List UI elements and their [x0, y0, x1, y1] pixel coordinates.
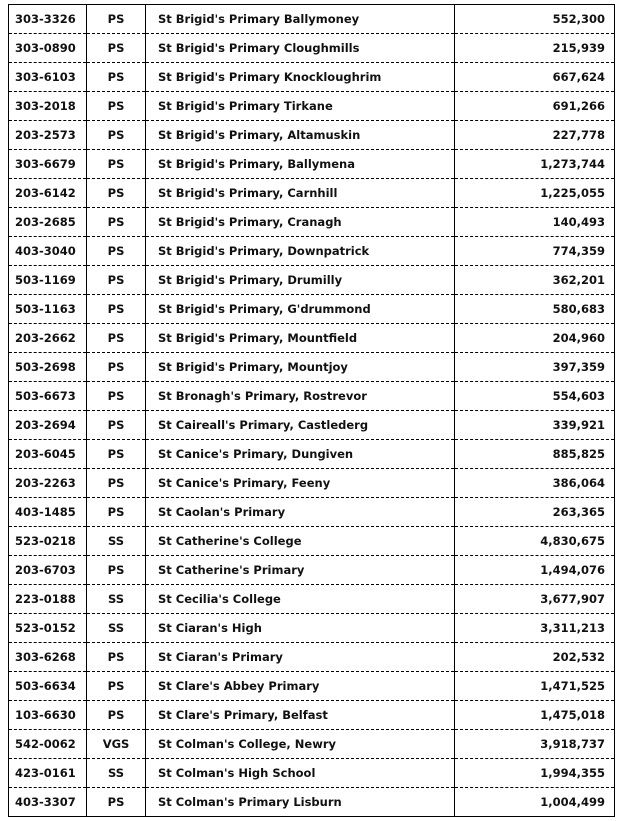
- school-name-cell: St Brigid's Primary, Cranagh: [146, 208, 455, 237]
- school-id-cell: 203-2263: [9, 469, 87, 498]
- amount-cell: 1,494,076: [455, 556, 615, 585]
- school-id-cell: 103-6630: [9, 701, 87, 730]
- table-row: [9, 353, 615, 382]
- school-type-cell: PS: [87, 672, 146, 701]
- school-id-cell: 203-6703: [9, 556, 87, 585]
- school-name-cell: St Ciaran's Primary: [146, 643, 455, 672]
- school-id-cell: 503-1163: [9, 295, 87, 324]
- school-id-cell: 403-3040: [9, 237, 87, 266]
- school-type-cell: PS: [87, 5, 146, 34]
- school-id-cell: 523-0218: [9, 527, 87, 556]
- amount-cell: 554,603: [455, 382, 615, 411]
- school-name-cell: St Clare's Abbey Primary: [146, 672, 455, 701]
- school-id-cell: 203-6045: [9, 440, 87, 469]
- school-type-cell: PS: [87, 353, 146, 382]
- school-type-cell: PS: [87, 382, 146, 411]
- school-name-cell: St Colman's High School: [146, 759, 455, 788]
- school-name-cell: St Ciaran's High: [146, 614, 455, 643]
- amount-cell: 1,225,055: [455, 179, 615, 208]
- table-row: [9, 121, 615, 150]
- school-name-cell: St Brigid's Primary Knockloughrim: [146, 63, 455, 92]
- table-body: [9, 5, 615, 817]
- school-id-cell: 423-0161: [9, 759, 87, 788]
- table-row: [9, 672, 615, 701]
- school-name-cell: St Cecilia's College: [146, 585, 455, 614]
- school-type-cell: SS: [87, 585, 146, 614]
- table-row: [9, 614, 615, 643]
- school-id-cell: 503-6634: [9, 672, 87, 701]
- table-row: [9, 92, 615, 121]
- school-funding-table-page: [8, 4, 614, 817]
- table-row: [9, 585, 615, 614]
- school-type-cell: PS: [87, 411, 146, 440]
- amount-cell: 227,778: [455, 121, 615, 150]
- table-row: [9, 237, 615, 266]
- school-id-cell: 303-6268: [9, 643, 87, 672]
- table-row: [9, 701, 615, 730]
- school-type-cell: SS: [87, 527, 146, 556]
- school-id-cell: 303-6103: [9, 63, 87, 92]
- school-funding-table: [8, 4, 615, 817]
- table-row: [9, 295, 615, 324]
- school-type-cell: PS: [87, 92, 146, 121]
- amount-cell: 3,311,213: [455, 614, 615, 643]
- amount-cell: 362,201: [455, 266, 615, 295]
- school-id-cell: 203-2694: [9, 411, 87, 440]
- amount-cell: 1,994,355: [455, 759, 615, 788]
- amount-cell: 204,960: [455, 324, 615, 353]
- amount-cell: 215,939: [455, 34, 615, 63]
- table-row: [9, 730, 615, 759]
- table-row: [9, 643, 615, 672]
- school-name-cell: St Clare's Primary, Belfast: [146, 701, 455, 730]
- amount-cell: 140,493: [455, 208, 615, 237]
- school-type-cell: PS: [87, 237, 146, 266]
- school-id-cell: 303-0890: [9, 34, 87, 63]
- table-row: [9, 788, 615, 817]
- school-name-cell: St Colman's College, Newry: [146, 730, 455, 759]
- table-row: [9, 759, 615, 788]
- school-id-cell: 503-2698: [9, 353, 87, 382]
- school-type-cell: SS: [87, 759, 146, 788]
- amount-cell: 397,359: [455, 353, 615, 382]
- school-type-cell: SS: [87, 614, 146, 643]
- school-name-cell: St Caireall's Primary, Castlederg: [146, 411, 455, 440]
- school-name-cell: St Brigid's Primary, Ballymena: [146, 150, 455, 179]
- school-id-cell: 203-6142: [9, 179, 87, 208]
- school-name-cell: St Brigid's Primary Tirkane: [146, 92, 455, 121]
- table-row: [9, 440, 615, 469]
- school-id-cell: 203-2685: [9, 208, 87, 237]
- amount-cell: 774,359: [455, 237, 615, 266]
- school-type-cell: VGS: [87, 730, 146, 759]
- table-row: [9, 266, 615, 295]
- school-id-cell: 303-3326: [9, 5, 87, 34]
- amount-cell: 1,273,744: [455, 150, 615, 179]
- school-type-cell: PS: [87, 266, 146, 295]
- school-id-cell: 223-0188: [9, 585, 87, 614]
- school-name-cell: St Brigid's Primary, Mountjoy: [146, 353, 455, 382]
- table-row: [9, 382, 615, 411]
- school-name-cell: St Brigid's Primary, Mountfield: [146, 324, 455, 353]
- school-type-cell: PS: [87, 63, 146, 92]
- school-id-cell: 403-1485: [9, 498, 87, 527]
- school-id-cell: 303-6679: [9, 150, 87, 179]
- amount-cell: 885,825: [455, 440, 615, 469]
- table-row: [9, 527, 615, 556]
- amount-cell: 339,921: [455, 411, 615, 440]
- amount-cell: 202,532: [455, 643, 615, 672]
- school-name-cell: St Brigid's Primary, G'drummond: [146, 295, 455, 324]
- school-type-cell: PS: [87, 34, 146, 63]
- school-id-cell: 203-2662: [9, 324, 87, 353]
- school-name-cell: St Catherine's College: [146, 527, 455, 556]
- amount-cell: 1,471,525: [455, 672, 615, 701]
- table-row: [9, 179, 615, 208]
- table-row: [9, 556, 615, 585]
- school-type-cell: PS: [87, 701, 146, 730]
- amount-cell: 580,683: [455, 295, 615, 324]
- school-id-cell: 203-2573: [9, 121, 87, 150]
- table-row: [9, 150, 615, 179]
- table-row: [9, 34, 615, 63]
- school-name-cell: St Canice's Primary, Feeny: [146, 469, 455, 498]
- table-row: [9, 498, 615, 527]
- table-row: [9, 5, 615, 34]
- school-name-cell: St Brigid's Primary, Drumilly: [146, 266, 455, 295]
- school-name-cell: St Catherine's Primary: [146, 556, 455, 585]
- amount-cell: 3,918,737: [455, 730, 615, 759]
- amount-cell: 667,624: [455, 63, 615, 92]
- school-name-cell: St Brigid's Primary Cloughmills: [146, 34, 455, 63]
- table-row: [9, 411, 615, 440]
- school-name-cell: St Canice's Primary, Dungiven: [146, 440, 455, 469]
- amount-cell: 1,004,499: [455, 788, 615, 817]
- school-type-cell: PS: [87, 440, 146, 469]
- school-id-cell: 523-0152: [9, 614, 87, 643]
- school-type-cell: PS: [87, 295, 146, 324]
- table-row: [9, 469, 615, 498]
- school-id-cell: 503-6673: [9, 382, 87, 411]
- school-id-cell: 303-2018: [9, 92, 87, 121]
- table-row: [9, 63, 615, 92]
- school-name-cell: St Caolan's Primary: [146, 498, 455, 527]
- school-type-cell: PS: [87, 643, 146, 672]
- amount-cell: 386,064: [455, 469, 615, 498]
- amount-cell: 552,300: [455, 5, 615, 34]
- table-row: [9, 208, 615, 237]
- school-id-cell: 403-3307: [9, 788, 87, 817]
- school-type-cell: PS: [87, 469, 146, 498]
- school-type-cell: PS: [87, 324, 146, 353]
- school-type-cell: PS: [87, 208, 146, 237]
- school-id-cell: 542-0062: [9, 730, 87, 759]
- school-type-cell: PS: [87, 556, 146, 585]
- school-name-cell: St Brigid's Primary, Downpatrick: [146, 237, 455, 266]
- school-type-cell: PS: [87, 788, 146, 817]
- amount-cell: 4,830,675: [455, 527, 615, 556]
- amount-cell: 1,475,018: [455, 701, 615, 730]
- school-name-cell: St Bronagh's Primary, Rostrevor: [146, 382, 455, 411]
- amount-cell: 3,677,907: [455, 585, 615, 614]
- school-type-cell: PS: [87, 179, 146, 208]
- school-name-cell: St Brigid's Primary Ballymoney: [146, 5, 455, 34]
- table-row: [9, 324, 615, 353]
- school-name-cell: St Colman's Primary Lisburn: [146, 788, 455, 817]
- school-name-cell: St Brigid's Primary, Carnhill: [146, 179, 455, 208]
- school-type-cell: PS: [87, 150, 146, 179]
- school-name-cell: St Brigid's Primary, Altamuskin: [146, 121, 455, 150]
- school-id-cell: 503-1169: [9, 266, 87, 295]
- amount-cell: 263,365: [455, 498, 615, 527]
- amount-cell: 691,266: [455, 92, 615, 121]
- school-type-cell: PS: [87, 498, 146, 527]
- school-type-cell: PS: [87, 121, 146, 150]
